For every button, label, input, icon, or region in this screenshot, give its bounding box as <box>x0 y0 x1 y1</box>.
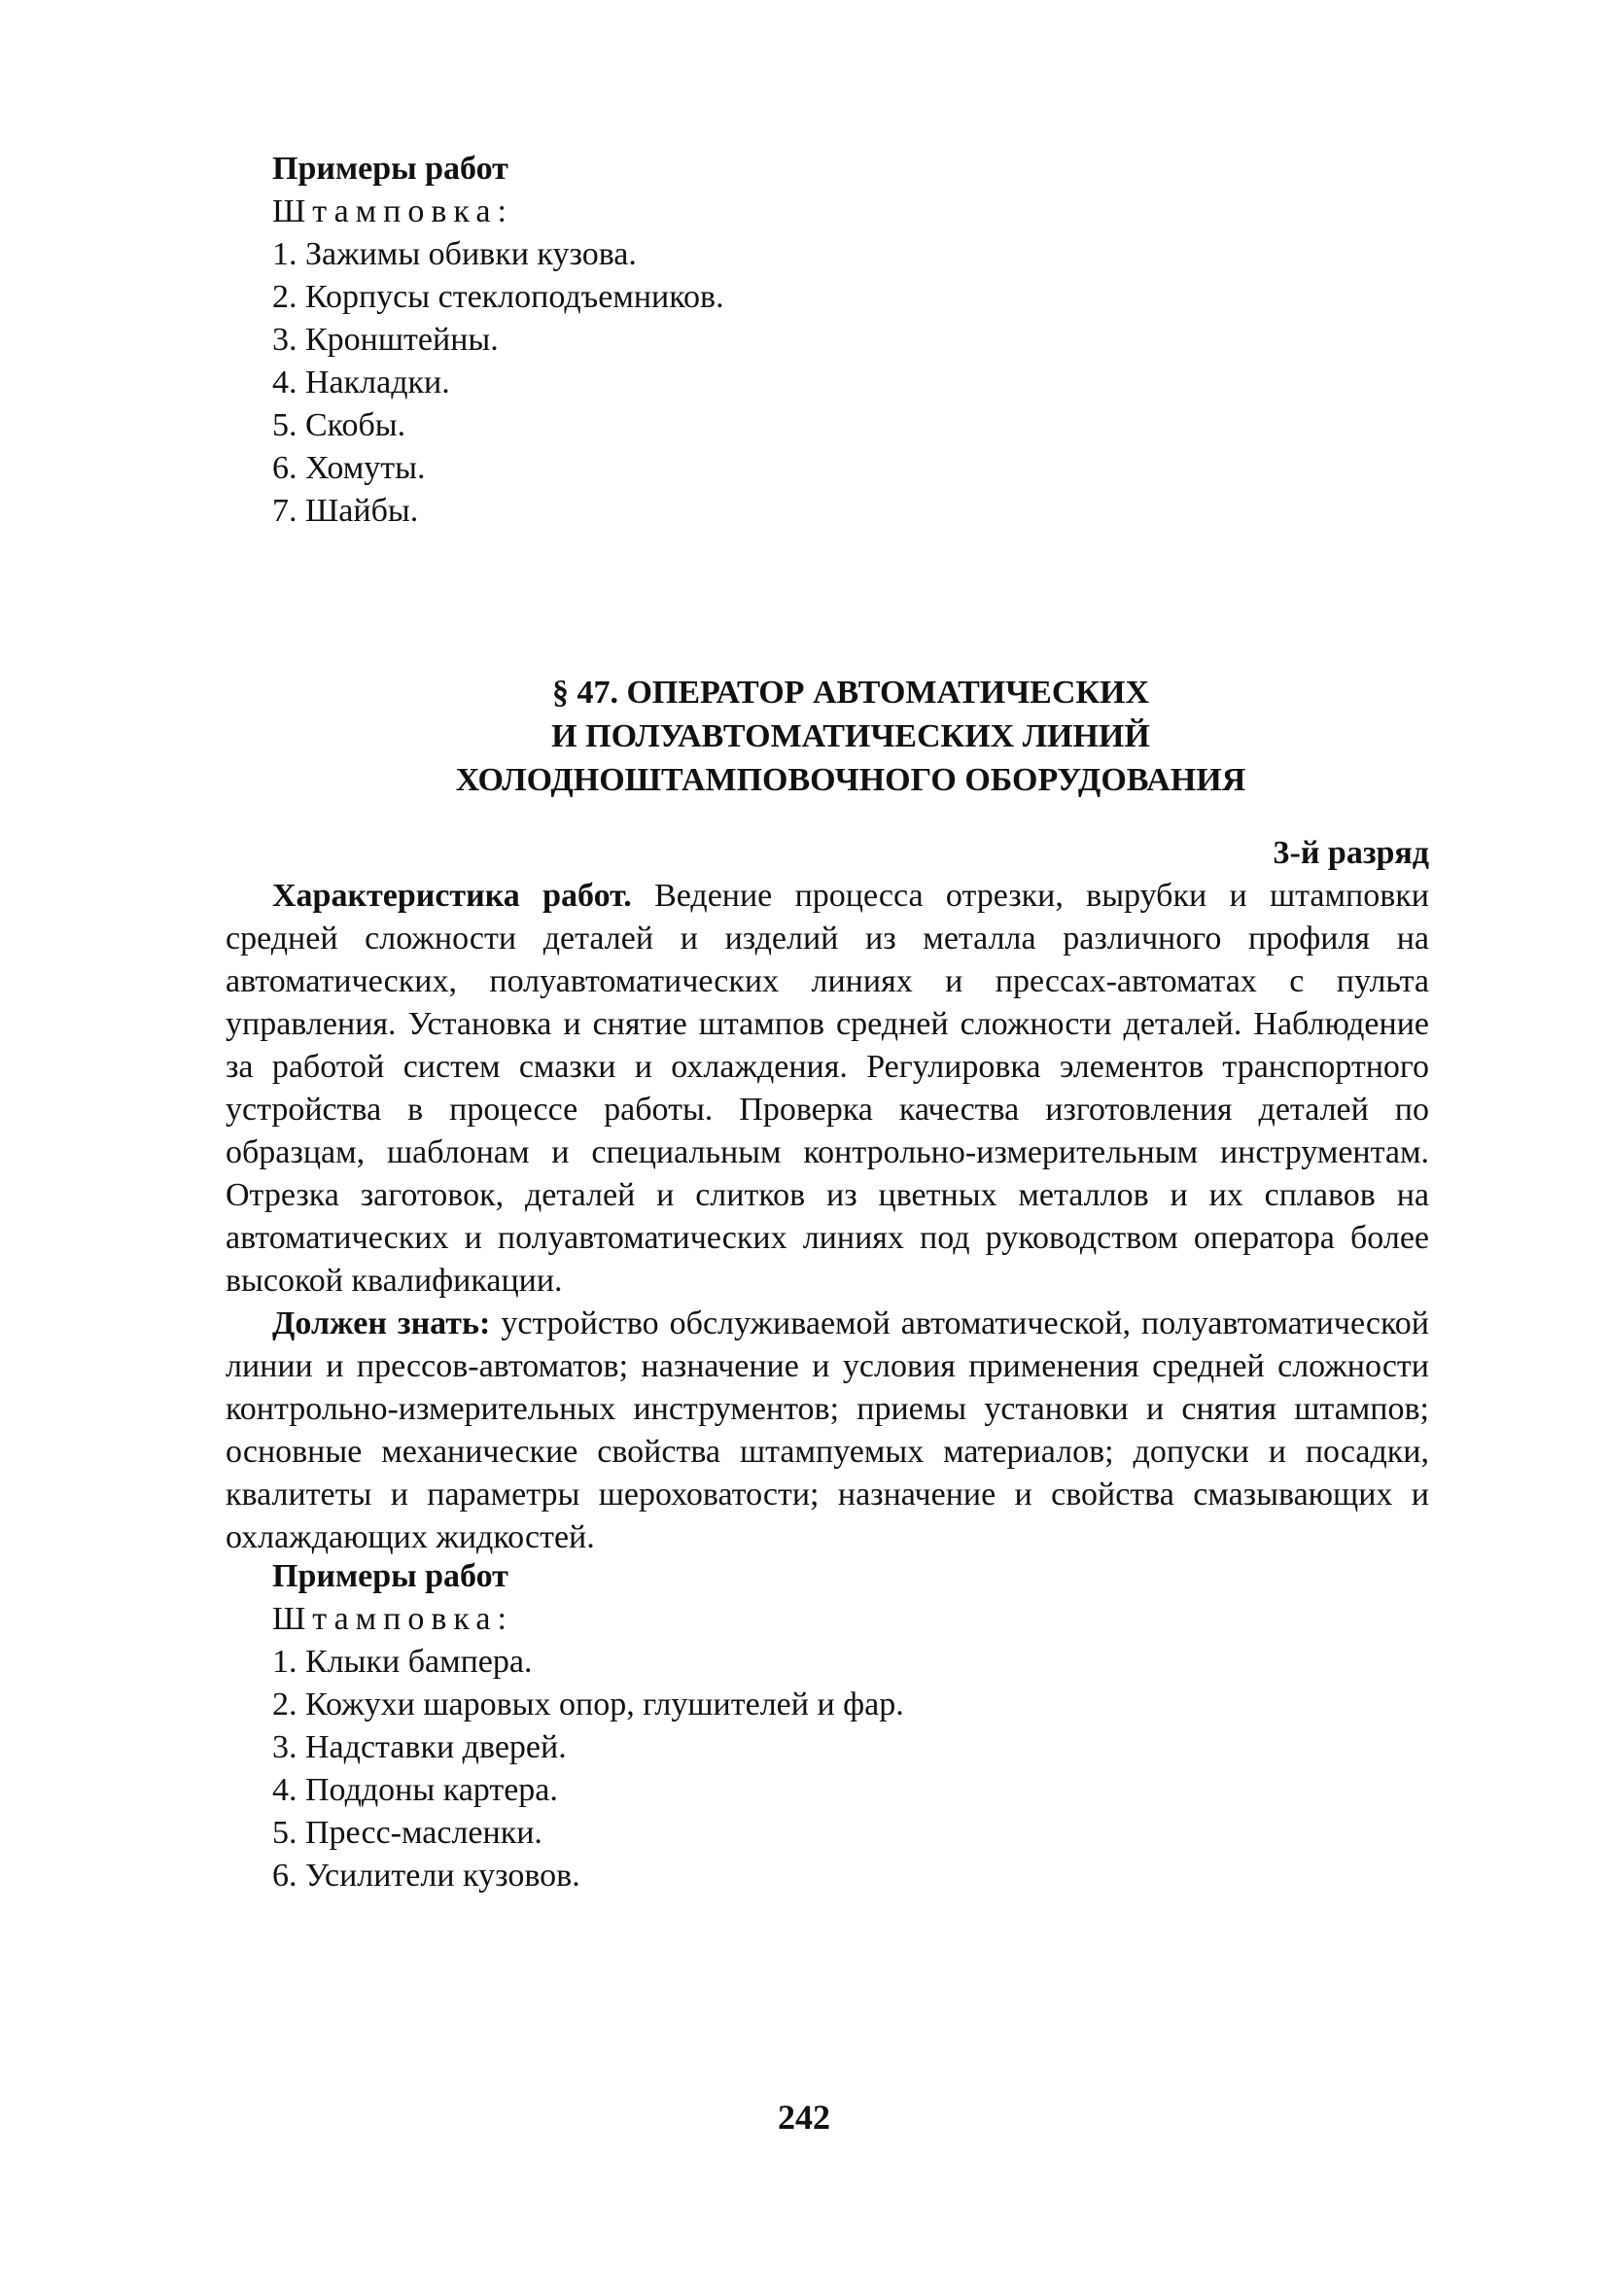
list-item: 2. Кожухи шаровых опор, глушителей и фар. <box>272 1687 904 1722</box>
characteristic-paragraph <box>226 875 1429 1303</box>
list-item: 4. Поддоны картера. <box>272 1772 558 1808</box>
characteristic-text: Ведение процесса отрезки, вырубки и штамповки средней сложности деталей и изделий из металла различного профиля на автоматических, полуавтоматических линиях и прессах-автоматах с пульта управления. Установка и снятие штампов средней сложности деталей. Наблюдение за работой систем смазки и охлаждения. Регулировка элементов транспортного устройства в процессе работы. Проверка качества изготовления деталей по образцам, шаблонам и специальным контрольно-измерительным инструментам. Отрезка заготовок, деталей и слитков из цветных металлов и их сплавов на автоматических и полуавтоматических линиях под руководством оператора более высокой квалификации. <box>226 878 1429 1299</box>
examples-list <box>272 1641 1429 1897</box>
must-know-text: устройство обслуживаемой автоматической, полуавтоматической линии и прессов-автоматов; назначение и условия применения средней сложности контрольно-измерительных инструментов; приемы установки и снятия штампов; основные механические свойства штампуемых материалов; допуски и посадки, квалитеты и параметры шероховатости; назначение и свойства смазывающих и охлаждающих жидкостей. <box>226 1305 1429 1555</box>
must-know-label: Должен знать: <box>272 1305 491 1341</box>
list-item: 3. Кронштейны. <box>272 322 499 358</box>
section-heading-line: ХОЛОДНОШТАМПОВОЧНОГО ОБОРУДОВАНИЯ <box>455 762 1246 798</box>
characteristic-label: Характеристика работ. <box>272 878 632 914</box>
grade-label: 3-й разряд <box>1273 835 1429 871</box>
list-item: 5. Пресс-масленки. <box>272 1815 542 1851</box>
list-item: 1. Зажимы обивки кузова. <box>272 236 637 272</box>
must-know-paragraph <box>226 1303 1429 1559</box>
list-item: 6. Хомуты. <box>272 450 426 486</box>
list-item: 1. Клыки бампера. <box>272 1644 533 1680</box>
section-heading <box>272 671 1429 802</box>
list-item: 3. Надставки дверей. <box>272 1729 567 1765</box>
examples-title: Примеры работ <box>272 1558 508 1594</box>
top-examples-title: Примеры работ <box>272 151 508 187</box>
section-heading-line: § 47. ОПЕРАТОР АВТОМАТИЧЕСКИХ <box>551 675 1150 711</box>
list-item: 4. Накладки. <box>272 365 450 400</box>
list-item: 6. Усилители кузовов. <box>272 1858 580 1894</box>
examples-block <box>272 1555 1429 1897</box>
top-examples-category: Штамповка: <box>272 193 513 229</box>
top-examples-list <box>272 233 1429 533</box>
top-examples-block <box>272 148 1429 533</box>
section-heading-line: И ПОЛУАВТОМАТИЧЕСКИХ ЛИНИЙ <box>551 718 1150 754</box>
list-item: 5. Скобы. <box>272 407 406 443</box>
page-number: 242 <box>778 2098 830 2137</box>
list-item: 2. Корпусы стеклоподъемников. <box>272 279 724 315</box>
section-body <box>226 875 1429 1559</box>
list-item: 7. Шайбы. <box>272 493 419 529</box>
examples-category: Штамповка: <box>272 1601 513 1637</box>
